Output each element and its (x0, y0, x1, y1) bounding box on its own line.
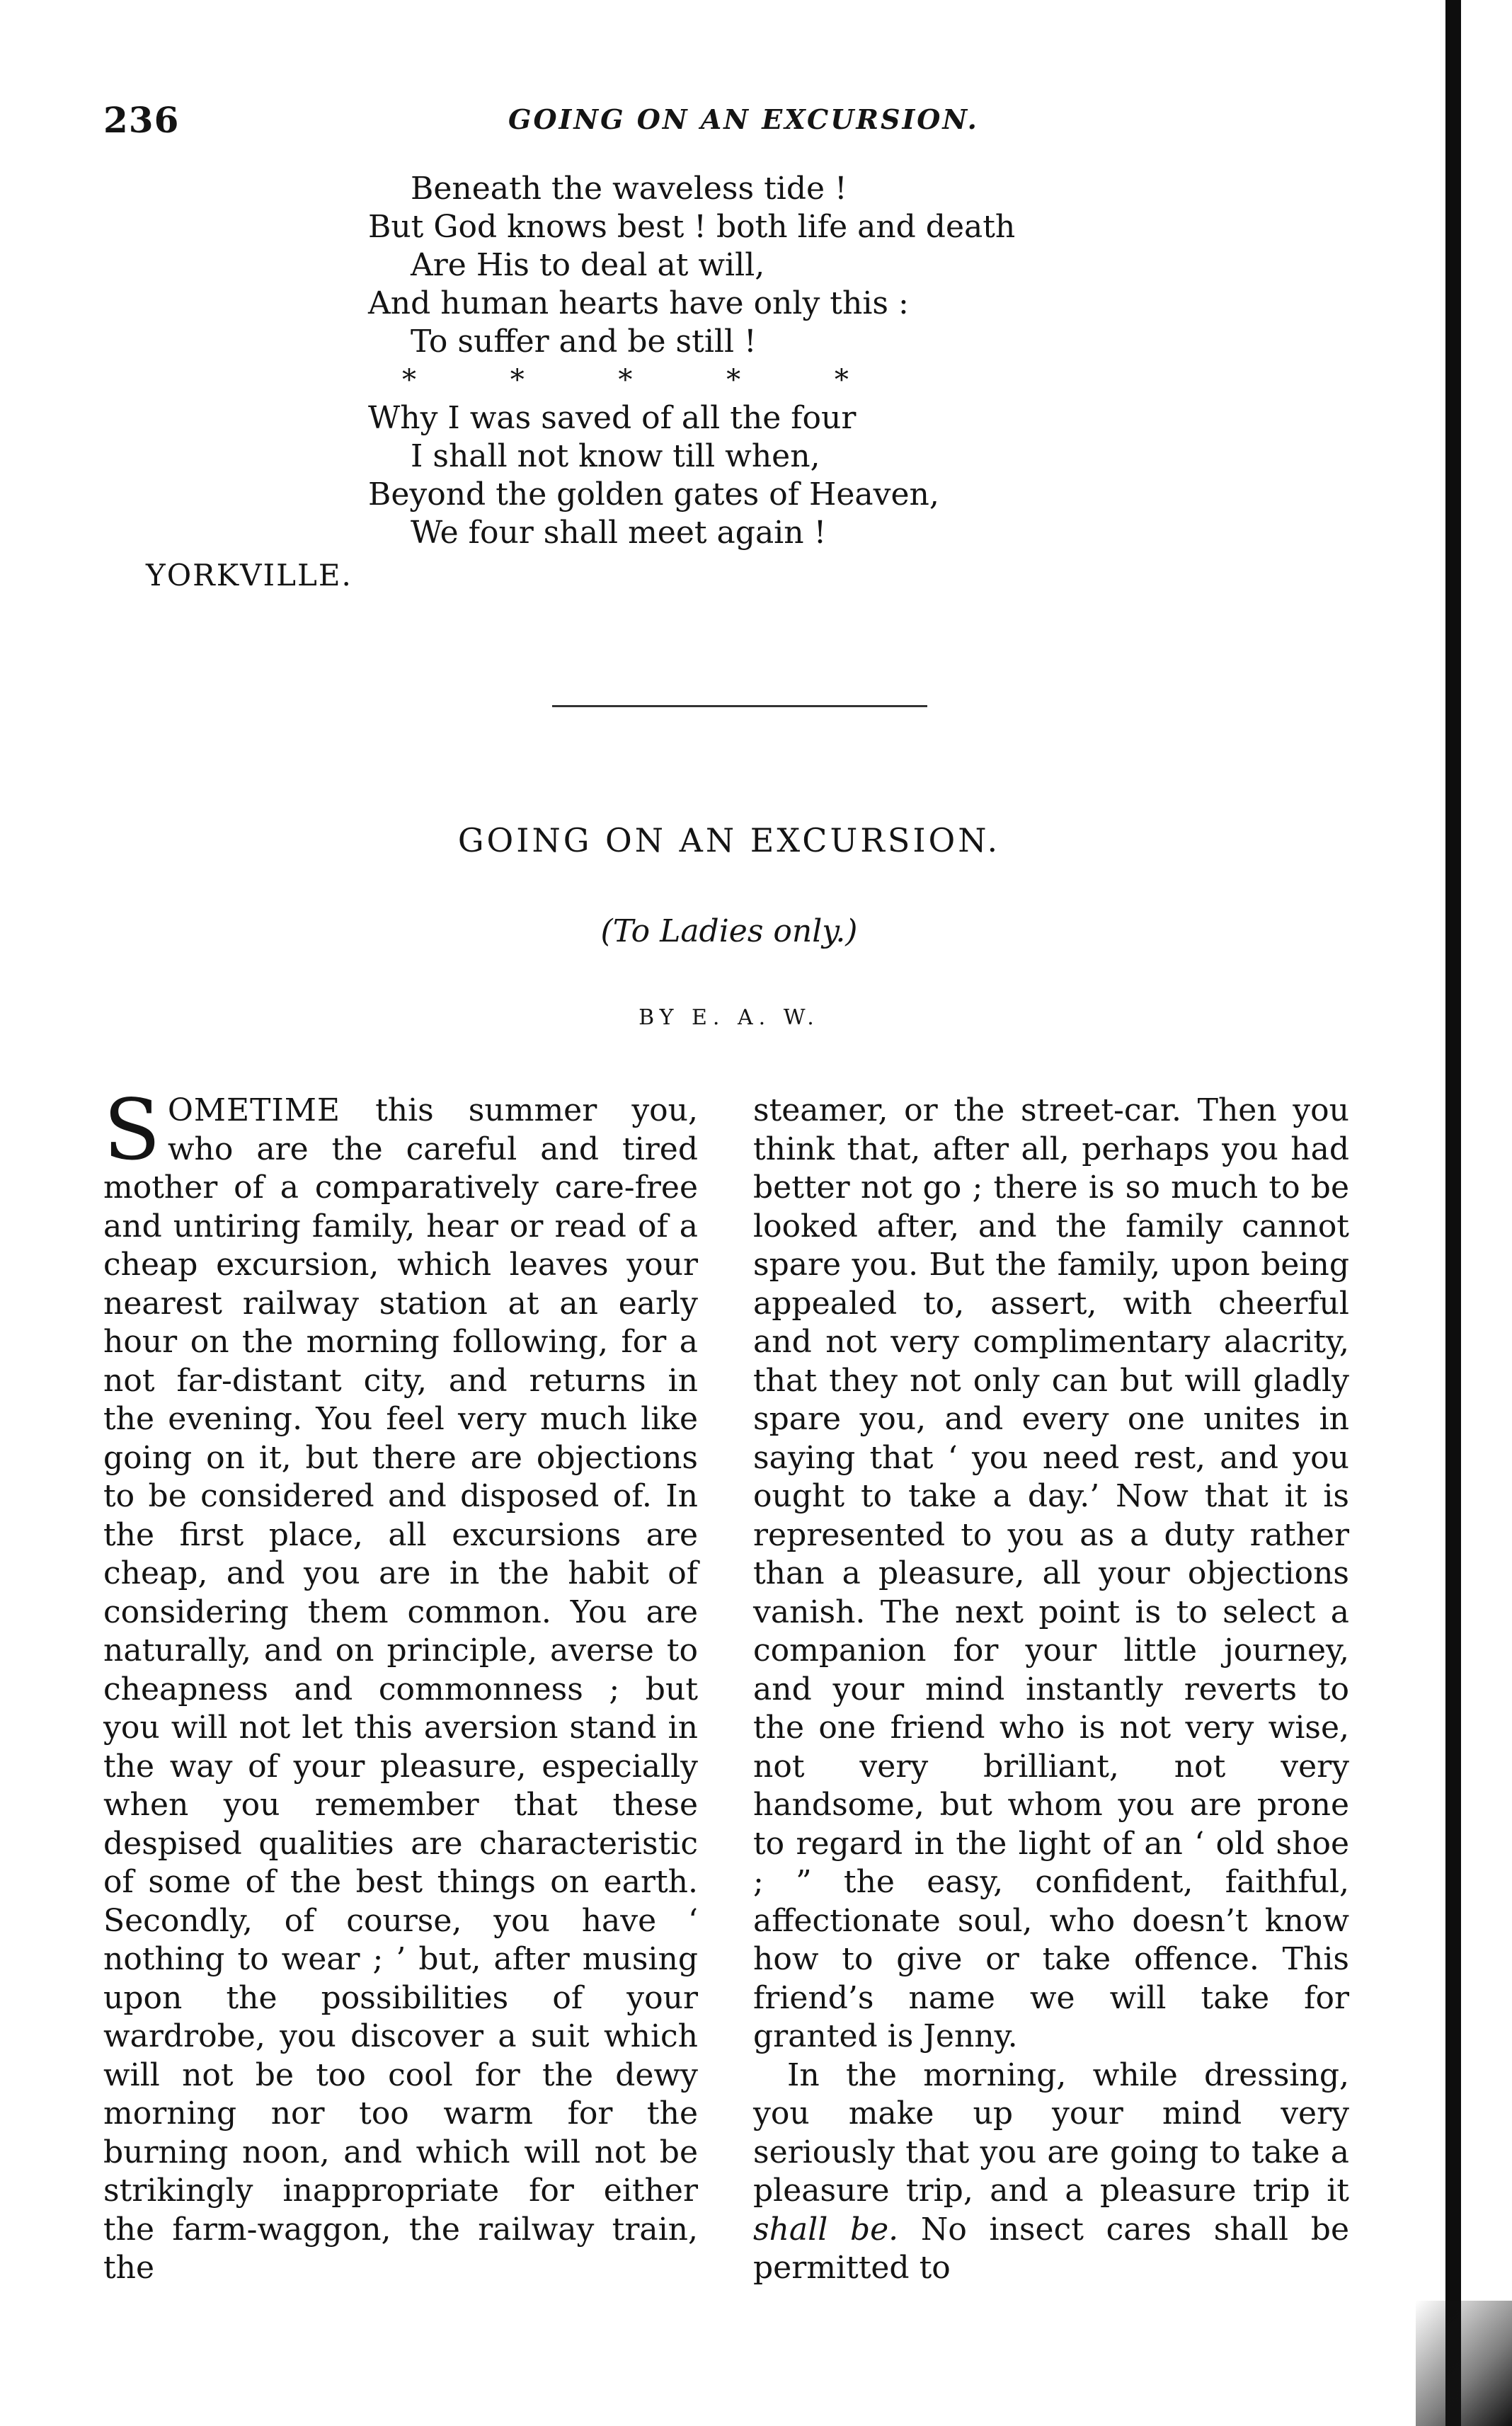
poem-line: To suffer and be still ! (411, 324, 757, 360)
running-head: GOING ON AN EXCURSION. (508, 103, 979, 135)
text-column-right (753, 1092, 1349, 2288)
paragraph-text: In the morning, while dressing, you make up your mind very seriously that you are going to take a pleasure trip, and a pleasure trip it (753, 2056, 1349, 2209)
poem-fragment (368, 170, 1147, 552)
poem-line: And human hearts have only this : (368, 285, 909, 321)
poem-line: We four shall meet again ! (411, 515, 827, 551)
paragraph: steamer, or the street-car. Then you think that, after all, perhaps you had better not go ; there is so much to be looked after, and the family cannot spare you. But the family, upon being appealed to, assert, with cheerful and not very complimentary alacrity, that they not only can but will gladly spare you, and every one unites in saying that ‘ you need rest, and you ought to take a day.’ Now that it is represented to you as a duty rather than a pleasure, all your objections vanish. The next point is to select a companion for your little journey, and your mind instantly reverts to the one friend who is not very wise, not very brilliant, not very handsome, but whom you are prone to regard in the light of an ‘ old shoe ; ” the easy, confident, faithful, affectionate soul, who doesn’t know how to give or take offence. This friend’s name we will take for granted is Jenny. (753, 1092, 1349, 2054)
text-column-left (103, 1081, 698, 2288)
poem-line: I shall not know till when, (411, 438, 820, 474)
poem-line: But God knows best ! both life and death (368, 209, 1016, 245)
paragraph-text: this summer you, who are the careful and tired mother of a comparatively care-free and untiring family, hear or read of a cheap excursion, which leaves your nearest railway station at an early hour on the morning following, for a not far-distant city, and returns in the evening. You feel very much like going on it, but there are objections to be considered and disposed of. In the first place, all excursions are cheap, and you are in the habit of considering them common. You are naturally, and on principle, averse to cheapness and commonness ; but you will not let this aversion stand in the way of your pleasure, especially when you remember that these despised qualities are characteristic of some of the best things on earth. Secondly, of course, you have ‘ nothing to wear ; ’ but, after musing upon the possibilities of your wardrobe, you discover a suit which will not be too cool for the dewy morning nor too warm for the burning noon, and which will not be strikingly inappropriate for either the farm-waggon, the railway train, the (103, 1092, 698, 2286)
drop-cap: S (103, 1081, 161, 1179)
poem-line: Are His to deal at will, (411, 247, 765, 283)
poem-line: Beneath the waveless tide ! (411, 171, 847, 207)
article-title: GOING ON AN EXCURSION. (457, 821, 1001, 859)
poem-place-signature: YORKVILLE. (146, 558, 353, 593)
italic-text: shall be. (753, 2211, 899, 2248)
section-divider (552, 705, 927, 707)
paragraph (103, 1081, 698, 2288)
opening-word: OMETIME (167, 1092, 340, 1128)
page-number: 236 (103, 99, 180, 141)
page-edge-shadow (1445, 0, 1461, 2426)
paragraph-text: No insect cares shall be permitted to (753, 2211, 1349, 2286)
article-byline: BY E. A. W. (638, 1005, 820, 1030)
section-break-stars: * * * * * (402, 364, 849, 396)
poem-line: Beyond the golden gates of Heaven, (368, 476, 939, 513)
article-subtitle: (To Ladies only.) (600, 913, 858, 949)
paragraph (753, 2056, 1349, 2288)
poem-line: Why I was saved of all the four (368, 400, 857, 436)
page-corner-shadow (1416, 2301, 1512, 2426)
